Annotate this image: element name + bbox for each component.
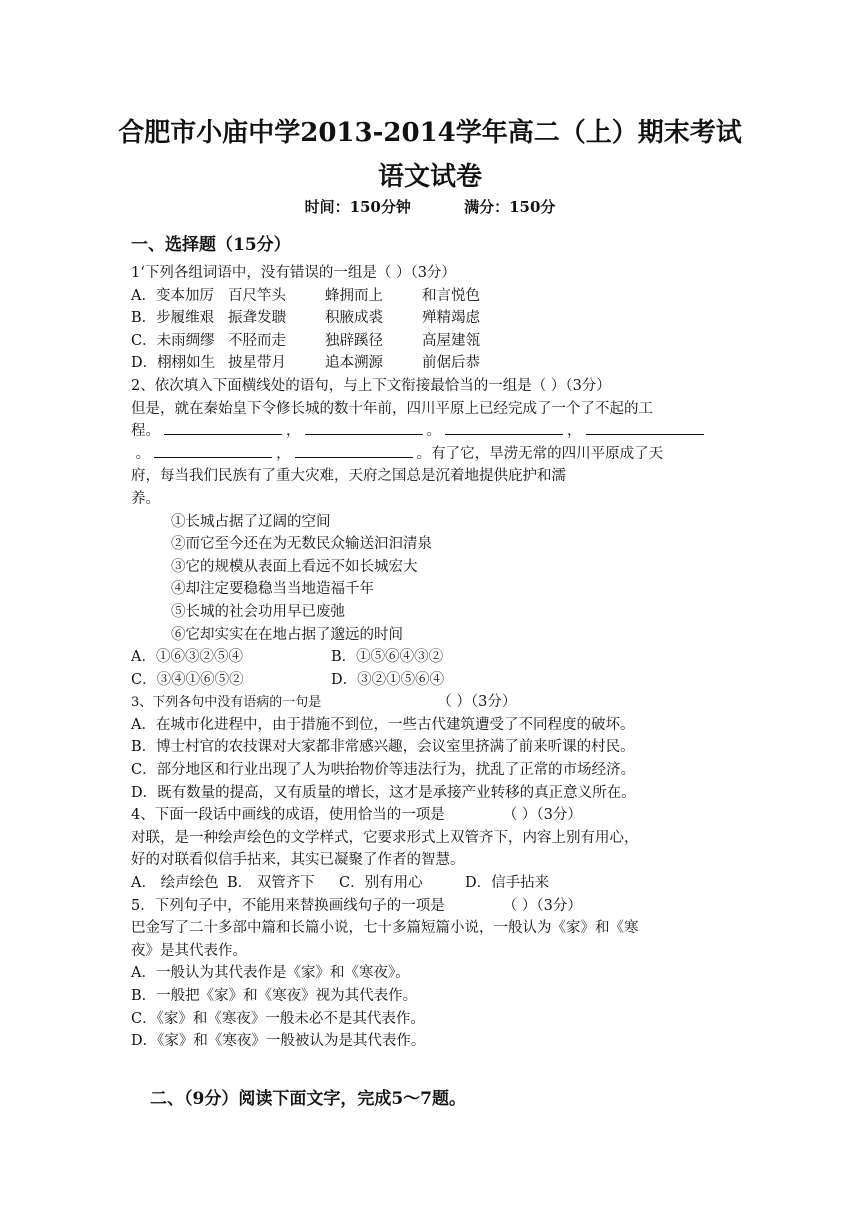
q5-option-a: A．一般认为其代表作是《家》和《寒夜》。 xyxy=(131,965,410,982)
q1-option-b: B．步履维艰 振聋发聩 积腋成裘 殚精竭虑 xyxy=(131,310,480,327)
exam-meta xyxy=(0,196,860,217)
q2-passage-4: 府，每当我们民族有了重大灾难，天府之国总是沉着地提供庇护和濡 xyxy=(131,468,566,485)
exam-time: 时间：150分钟 xyxy=(304,198,411,216)
q4-options: A． 绘声绘色 B． 双管齐下 C．别有用心 D．信手拈来 xyxy=(131,875,550,892)
fill-blank[interactable] xyxy=(154,443,272,458)
questions-body xyxy=(131,262,737,1053)
q2-item-2: ②而它至今还在为无数民众输送汩汩清泉 xyxy=(171,536,432,553)
exam-title: 合肥市小庙中学2013-2014学年高二（上）期末考试 xyxy=(118,118,742,148)
q5-passage-1: 巴金写了二十多部中篇和长篇小说，七十多篇短篇小说，一般认为《家》和《寒 xyxy=(131,920,639,937)
q2-stem: 2、依次填入下面横线处的语句，与上下文衔接最恰当的一组是（ ）（3分） xyxy=(131,377,611,394)
q1-option-c: C．未雨绸缪 不胫而走 独辟蹊径 高屋建瓴 xyxy=(131,332,480,349)
q2-blank-line-2: 。 ， 。有了它，旱涝无常的四川平原成了天 xyxy=(131,443,737,466)
q2-passage-5: 养。 xyxy=(131,490,160,507)
section-1-heading: 一、选择题（15分） xyxy=(131,235,291,255)
q2-options-ab: A．①⑥③②⑤④ B．①⑤⑥④③② xyxy=(131,649,444,666)
exam-score: 满分：150分 xyxy=(464,198,556,216)
q2-options-cd: C．③④①⑥⑤② D．③②①⑤⑥④ xyxy=(131,671,445,688)
q1-stem: 1‘下列各组词语中，没有错误的一组是（ ）（3分） xyxy=(131,265,456,281)
q2-item-3: ③它的规模从表面上看远不如长城宏大 xyxy=(171,558,418,575)
q3-option-a: A．在城市化进程中，由于措施不到位，一些古代建筑遭受了不同程度的破坏。 xyxy=(131,716,635,733)
q1-option-d: D．栩栩如生 披星带月 追本溯源 前倨后恭 xyxy=(131,355,480,372)
q2-passage-1: 但是，就在秦始皇下令修长城的数十年前，四川平原上已经完成了一个了不起的工 xyxy=(131,400,653,417)
q5-option-c: C．《家》和《寒夜》一般未必不是其代表作。 xyxy=(131,1010,425,1027)
q2-item-1: ①长城占据了辽阔的空间 xyxy=(171,513,331,530)
q4-stem: 4、下面一段话中画线的成语，使用恰当的一项是 （ ）（3分） xyxy=(131,807,582,824)
q3-option-c: C．部分地区和行业出现了人为哄抬物价等违法行为，扰乱了正常的市场经济。 xyxy=(131,762,636,779)
q2-item-5: ⑤长城的社会功用早已废弛 xyxy=(171,603,345,620)
q3-option-d: D．既有数量的提高，又有质量的增长，这才是承接产业转移的真正意义所在。 xyxy=(131,784,636,801)
q5-option-d: D．《家》和《寒夜》一般被认为是其代表作。 xyxy=(131,1033,426,1050)
fill-blank[interactable] xyxy=(295,443,413,458)
fill-blank[interactable] xyxy=(305,420,423,435)
q2-blank-line-1: 程。 ， 。 ， xyxy=(131,420,737,443)
q2-item-6: ⑥它却实实在在地占据了邈远的时间 xyxy=(171,626,403,643)
q4-passage-1: 对联，是一种绘声绘色的文学样式，它要求形式上双管齐下，内容上别有用心， xyxy=(131,829,639,846)
fill-blank[interactable] xyxy=(445,420,563,435)
q4-passage-2: 好的对联看似信手拈来，其实已凝聚了作者的智慧。 xyxy=(131,852,465,869)
section-2-heading: 二、（9分）阅读下面文字，完成5～7题。 xyxy=(150,1089,466,1109)
fill-blank[interactable] xyxy=(586,420,704,435)
q5-passage-2: 夜》是其代表作。 xyxy=(131,942,247,959)
exam-subtitle: 语文试卷 xyxy=(377,162,482,192)
q1-option-a: A．变本加厉 百尺竿头 蜂拥而上 和言悦色 xyxy=(131,287,480,304)
q2-item-4: ④却注定要稳稳当当地造福千年 xyxy=(171,581,374,598)
q3-option-b: B．博士村官的农技课对大家都非常感兴趣，会议室里挤满了前来听课的村民。 xyxy=(131,739,635,756)
q3-stem: 3、下列各句中没有语病的一句是 （ ）（3分） xyxy=(131,694,517,711)
q5-stem: 5．下列句子中，不能用来替换画线句子的一项是 （ ）（3分） xyxy=(131,897,582,914)
fill-blank[interactable] xyxy=(164,420,282,435)
q5-option-b: B．一般把《家》和《寒夜》视为其代表作。 xyxy=(131,988,418,1004)
